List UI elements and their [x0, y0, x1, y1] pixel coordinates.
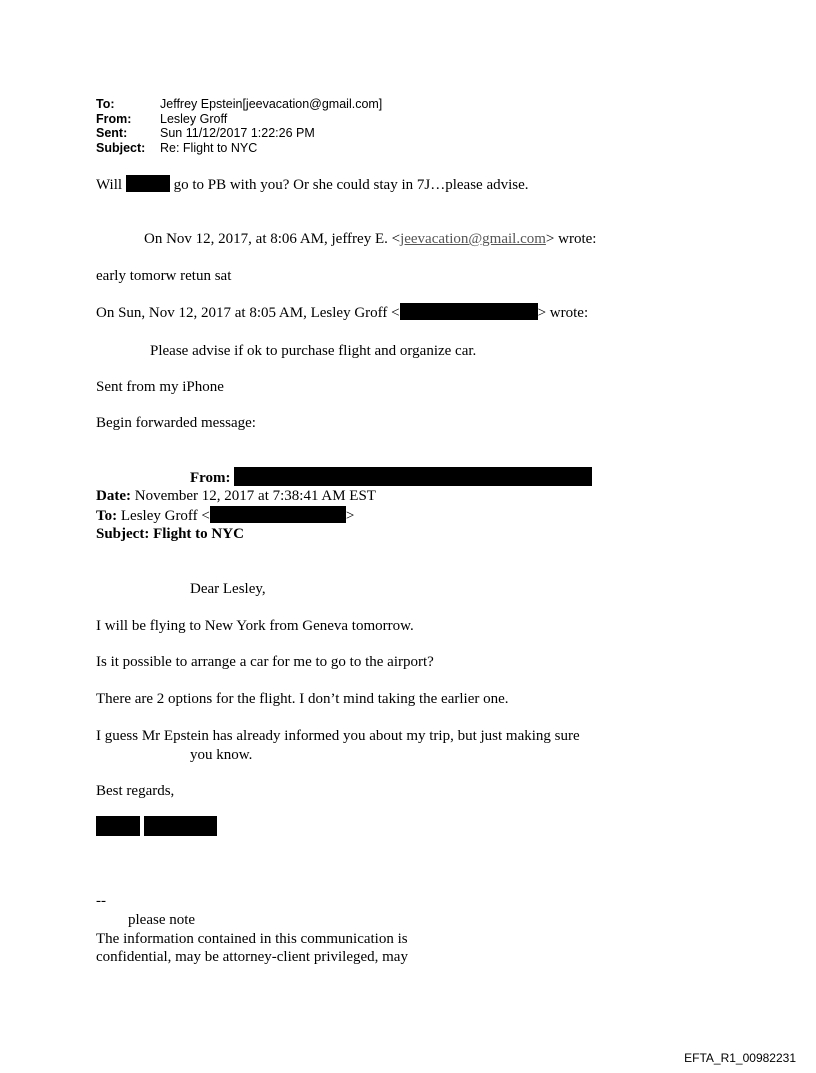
sent-from-line: Sent from my iPhone [96, 379, 224, 395]
header-subject-label: Subject: [96, 140, 146, 155]
paragraph-informed-line1: I guess Mr Epstein has already informed you about my trip, but just making sure [96, 728, 580, 744]
paragraph-flying: I will be flying to New York from Geneva tomorrow. [96, 618, 414, 634]
disclaimer-line-1: The information contained in this communication is [96, 931, 408, 947]
closing-line: Best regards, [96, 783, 175, 799]
fwd-to-value-suffix: > [345, 508, 355, 524]
advise-line: Please advise if ok to purchase flight and organize car. [150, 343, 477, 359]
paragraph-options: There are 2 options for the flight. I don’t mind taking the earlier one. [96, 691, 509, 707]
quote-header-lesley [96, 303, 588, 322]
redaction-box [126, 175, 170, 192]
email-link[interactable]: jeevacation@gmail.com [400, 231, 546, 247]
fwd-from-label: From: [190, 470, 231, 486]
disclaimer-line-2: confidential, may be attorney-client privileged, may [96, 949, 408, 965]
paragraph-car: Is it possible to arrange a car for me to go to the airport? [96, 654, 434, 670]
header-sent-value: Sun 11/12/2017 1:22:26 PM [160, 126, 315, 140]
greeting-line: Dear Lesley, [190, 581, 266, 597]
reply-line-will-prefix: Will [96, 177, 123, 193]
quote-header-prefix: On Nov 12, 2017, at 8:06 AM, jeffrey E. < [144, 231, 401, 247]
header-sent-label: Sent: [96, 126, 128, 140]
header-subject-value: Re: Flight to NYC [160, 140, 258, 155]
redaction-box [210, 506, 346, 523]
email-header [96, 97, 382, 155]
header-to-label: To: [96, 97, 115, 111]
document-id: EFTA_R1_00982231 [684, 1051, 796, 1065]
fwd-date-label: Date: [96, 488, 131, 504]
fwd-subject-line: Subject: Flight to NYC [96, 526, 244, 542]
header-to-row [96, 97, 382, 112]
reply-line-will [96, 175, 529, 194]
begin-forwarded-line: Begin forwarded message: [96, 415, 256, 431]
quote-header-suffix: > wrote: [537, 305, 589, 321]
fwd-date-row [96, 487, 376, 505]
redaction-box [144, 816, 217, 836]
header-from-value: Lesley Groff [160, 111, 228, 126]
fwd-to-value-prefix: Lesley Groff < [120, 508, 210, 524]
reply-line-will-suffix: go to PB with you? Or she could stay in 7J…please advise. [173, 177, 529, 193]
reply-early-tomorrow: early tomorw retun sat [96, 268, 232, 284]
header-subject-row [96, 141, 382, 156]
redaction-box [234, 467, 592, 486]
quote-header-suffix: > wrote: [545, 231, 597, 247]
header-from-label: From: [96, 111, 132, 126]
signature-separator: -- [96, 893, 106, 909]
redaction-box [400, 303, 538, 320]
quote-header-jeffrey [144, 230, 596, 248]
fwd-date-value: November 12, 2017 at 7:38:41 AM EST [134, 488, 376, 504]
header-sent-row [96, 126, 382, 141]
quote-header-prefix: On Sun, Nov 12, 2017 at 8:05 AM, Lesley Groff < [96, 305, 400, 321]
header-from-row [96, 112, 382, 127]
paragraph-informed-line2: you know. [190, 747, 253, 763]
header-to-value: Jeffrey Epstein[jeevacation@gmail.com] [160, 97, 383, 111]
fwd-to-row [96, 506, 354, 525]
please-note-line: please note [128, 912, 196, 928]
redaction-box [96, 816, 140, 836]
fwd-to-label: To: [96, 508, 118, 524]
